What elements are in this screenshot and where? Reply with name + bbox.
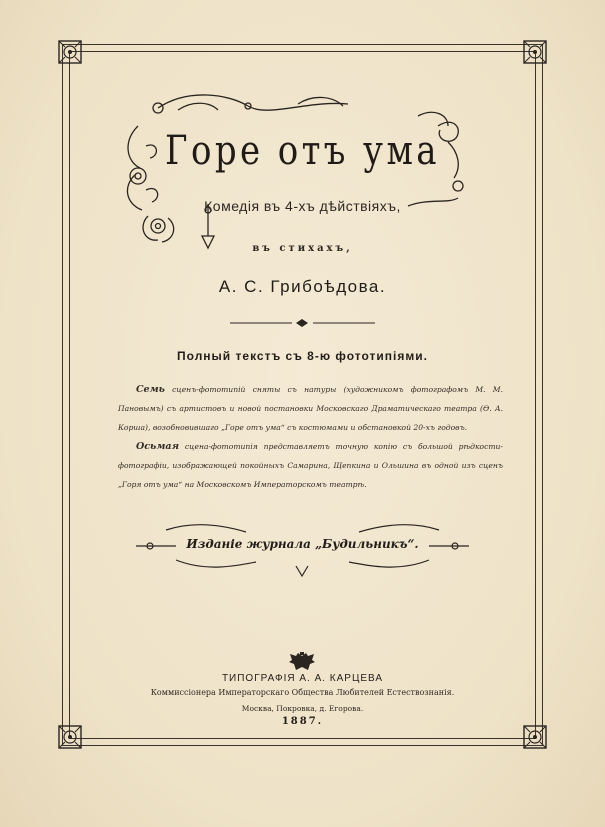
printer-society: Коммиссіонера Императорскаго Общества Любителей Естествознанія. [150,688,455,697]
corner-ornament-icon [55,37,85,67]
printer-name: ТИПОГРАФІЯ А. А. КАРЦЕВА [221,673,384,684]
subtitle: Комедія въ 4-хъ дѣйствіяхъ, [204,198,401,214]
paragraph-text: сценъ-фототипій сняты съ натуры (художникомъ фотографомъ М. М. Пановымъ) съ артистовъ и новой постановки Московскаго Драматическаго театра (Ѳ. А. Корша), возобновившаго „Горе отъ ума“ съ костюмами и обстановкой 20-хъ годовъ. [118,385,503,432]
content-heading: Полный текстъ съ 8-ю фототипіями. [177,349,428,363]
double-headed-eagle-icon [288,652,316,672]
rule-ornament-icon [230,318,375,328]
paragraph-lead: Семь [136,384,165,395]
book-title: Горе отъ ума [165,128,440,174]
paragraph-text: сцена-фототипія представляетъ точную копію съ большой рѣдкости-фотографіи, изображающей покойныхъ Самарина, Щепкина и Ольшина въ одной изъ сценъ „Горя отъ ума“ на Московскомъ Императорскомъ театрѣ. [118,442,503,489]
printer-address: Москва, Покровка, д. Егорова. [241,704,364,713]
author: А. С. Грибоѣдова. [218,277,387,296]
paragraph-lead: Осьмая [136,441,180,452]
verse-line: въ стихахъ, [252,243,353,254]
publication-year: 1887. [281,716,324,727]
edition-note: Изданіе журнала „Будильникъ“. [186,537,419,551]
corner-ornament-icon [520,37,550,67]
paragraph-eighth-photo [118,437,503,494]
paragraph-photos [118,380,503,437]
